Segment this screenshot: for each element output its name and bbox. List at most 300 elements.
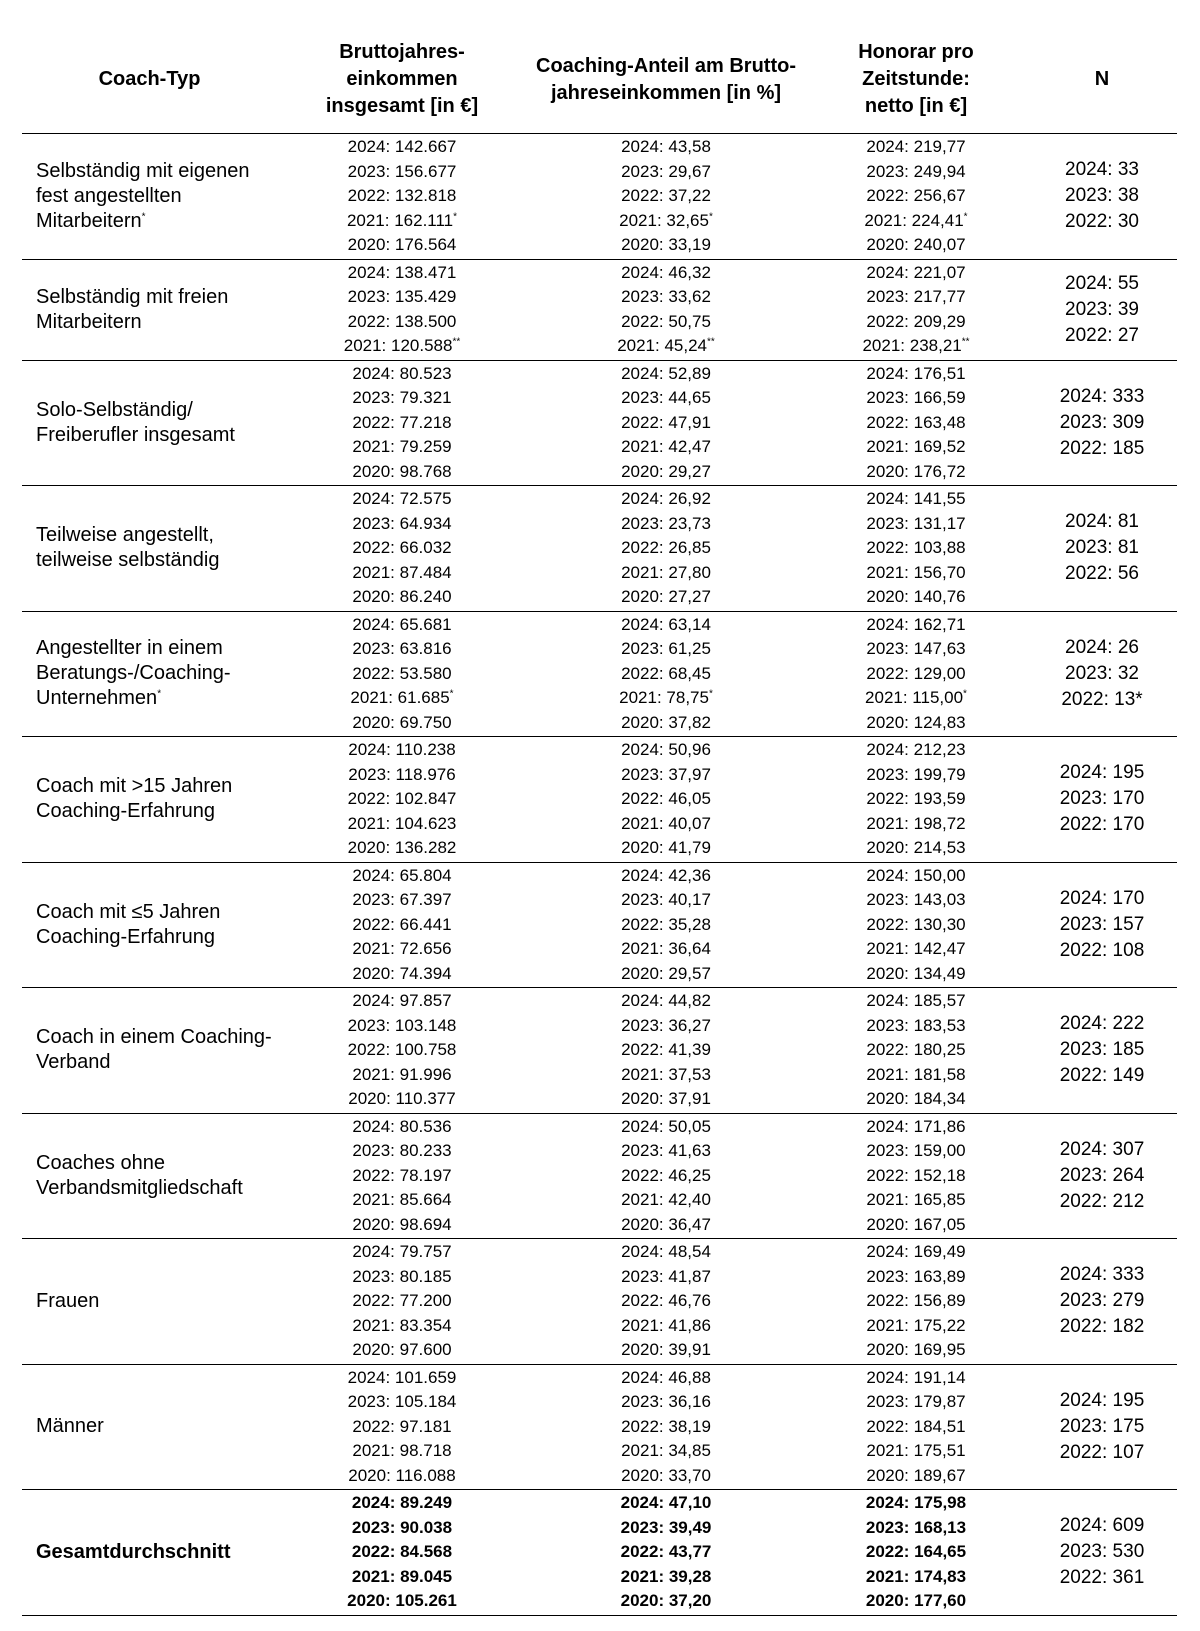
value-line: 2023: 39,49 bbox=[620, 1517, 712, 1537]
n-value: 2023: 39 bbox=[1065, 298, 1139, 320]
value-line: 2022: 180,25 bbox=[866, 1040, 966, 1059]
value-line: 2023: 63.816 bbox=[352, 639, 452, 658]
value-line: 2020: 33,19 bbox=[621, 235, 711, 254]
coach-income-table bbox=[22, 26, 1177, 1616]
coaching-share-cell bbox=[527, 1490, 805, 1616]
header-gross-income: Bruttojahres- einkommen insgesamt [in €] bbox=[277, 26, 527, 134]
value-line: 2024: 142.667 bbox=[347, 137, 457, 156]
n-cell bbox=[1027, 360, 1177, 486]
coach-type-line: Freiberufler insgesamt bbox=[36, 423, 235, 446]
value-line: 2022: 46,76 bbox=[621, 1291, 711, 1310]
value-line: 2020: 169,95 bbox=[866, 1340, 966, 1359]
footnote-marker: * bbox=[963, 688, 967, 700]
value-line: 2020: 86.240 bbox=[352, 587, 452, 606]
value-line: 2022: 26,85 bbox=[621, 538, 711, 557]
coach-type-line: Beratungs-/Coaching- bbox=[36, 662, 231, 685]
value-line: 2021: 181,58 bbox=[866, 1064, 966, 1084]
header-row bbox=[22, 26, 1177, 134]
n-value: 2023: 309 bbox=[1059, 411, 1145, 433]
value-line: 2024: 26,92 bbox=[621, 489, 711, 508]
value-line: 2023: 90.038 bbox=[351, 1517, 453, 1537]
coaching-share-cell bbox=[527, 1239, 805, 1365]
table-row bbox=[22, 1239, 1177, 1365]
coach-type-cell bbox=[22, 1490, 277, 1616]
value-line: 2020: 140,76 bbox=[866, 587, 966, 606]
n-value: 2022: 182 bbox=[1059, 1316, 1145, 1338]
value-line: 2022: 130,30 bbox=[866, 914, 966, 934]
n-value: 2024: 307 bbox=[1059, 1138, 1145, 1160]
value-line: 2022: 68,45 bbox=[621, 663, 711, 683]
n-cell bbox=[1027, 988, 1177, 1114]
table-header bbox=[22, 26, 1177, 134]
value-line: 2024: 46,32 bbox=[621, 262, 711, 282]
footnote-marker: * bbox=[708, 210, 713, 222]
value-line: 2022: 78.197 bbox=[352, 1165, 452, 1185]
value-line: 2023: 103.148 bbox=[347, 1015, 457, 1035]
coach-type-line: Coach in einem Coaching- bbox=[36, 1026, 272, 1049]
value-line: 2023: 41,87 bbox=[621, 1266, 711, 1286]
table-row bbox=[22, 360, 1177, 486]
value-line: 2021: 156,70 bbox=[866, 562, 966, 582]
gross-income-cell bbox=[277, 862, 527, 988]
n-cell bbox=[1027, 259, 1177, 360]
value-line: 2022: 66.441 bbox=[352, 914, 452, 934]
table-row bbox=[22, 486, 1177, 612]
n-value: 2024: 170 bbox=[1059, 887, 1145, 909]
value-line: 2021: 87.484 bbox=[352, 562, 452, 582]
coaching-share-cell bbox=[527, 486, 805, 612]
n-value: 2023: 264 bbox=[1059, 1164, 1145, 1186]
value-line: 2020: 105.261 bbox=[347, 1591, 457, 1610]
value-line: 2022: 129,00 bbox=[866, 663, 966, 683]
value-line: 2023: 179,87 bbox=[866, 1392, 966, 1411]
hourly-fee-cell bbox=[805, 486, 1027, 612]
value-line: 2021: 72.656 bbox=[352, 939, 452, 958]
value-line: 2024: 97.857 bbox=[352, 991, 452, 1010]
value-line: 2024: 72.575 bbox=[352, 489, 452, 508]
value-line: 2022: 37,22 bbox=[621, 186, 711, 205]
coach-type-cell bbox=[22, 862, 277, 988]
n-value: 2024: 55 bbox=[1065, 272, 1139, 294]
n-value: 2023: 279 bbox=[1059, 1290, 1145, 1312]
footnote-marker: ** bbox=[961, 336, 970, 348]
value-line: 2024: 50,96 bbox=[621, 740, 711, 759]
table-row bbox=[22, 1364, 1177, 1490]
header-hourly-fee: Honorar pro Zeitstunde: netto [in €] bbox=[805, 26, 1027, 134]
n-value: 2023: 185 bbox=[1059, 1039, 1145, 1061]
value-line: 2020: 136.282 bbox=[347, 838, 457, 857]
n-value: 2024: 333 bbox=[1059, 385, 1145, 407]
value-line: 2020: 116.088 bbox=[348, 1465, 456, 1485]
coach-type-cell bbox=[22, 259, 277, 360]
value-line: 2023: 105.184 bbox=[347, 1392, 457, 1411]
value-line: 2020: 177,60 bbox=[865, 1591, 967, 1610]
value-line: 2021: 27,80 bbox=[621, 562, 711, 582]
value-line: 2024: 63,14 bbox=[621, 614, 711, 634]
value-line: 2021: 42,40 bbox=[621, 1190, 711, 1209]
value-line: 2023: 135.429 bbox=[347, 287, 457, 306]
footnote-marker: * bbox=[708, 688, 713, 700]
value-line: 2022: 138.500 bbox=[347, 311, 457, 331]
n-value: 2022: 107 bbox=[1059, 1441, 1145, 1463]
n-cell bbox=[1027, 611, 1177, 737]
value-line: 2022: 209,29 bbox=[866, 311, 966, 331]
value-line: 2023: 166,59 bbox=[866, 388, 966, 407]
value-line: 2023: 131,17 bbox=[866, 513, 966, 533]
value-line: 2023: 41,63 bbox=[621, 1141, 711, 1160]
value-line: 2024: 80.536 bbox=[352, 1116, 452, 1136]
coaching-share-cell bbox=[527, 737, 805, 863]
n-value: 2023: 170 bbox=[1059, 788, 1145, 810]
value-line: 2023: 79.321 bbox=[352, 388, 452, 407]
value-line: 2020: 240,07 bbox=[866, 235, 966, 254]
value-line: 2023: 163,89 bbox=[866, 1266, 966, 1286]
n-value: 2022: 212 bbox=[1059, 1190, 1145, 1212]
gross-income-cell bbox=[277, 134, 527, 260]
n-value: 2022: 27 bbox=[1065, 324, 1139, 346]
value-line: 2022: 46,05 bbox=[621, 789, 711, 808]
value-line: 2022: 152,18 bbox=[866, 1165, 966, 1185]
table-row bbox=[22, 611, 1177, 737]
value-line: 2023: 183,53 bbox=[866, 1015, 966, 1035]
table-row bbox=[22, 1490, 1177, 1616]
value-line: 2020: 167,05 bbox=[866, 1214, 966, 1234]
n-cell bbox=[1027, 1239, 1177, 1365]
hourly-fee-cell bbox=[805, 737, 1027, 863]
coach-type-line: Teilweise angestellt, bbox=[36, 524, 214, 547]
value-line: 2024: 50,05 bbox=[621, 1116, 711, 1136]
n-value: 2022: 108 bbox=[1059, 939, 1145, 961]
value-line: 2021: 104.623 bbox=[347, 813, 457, 833]
value-line: 2022: 35,28 bbox=[621, 914, 711, 934]
coaching-share-cell bbox=[527, 360, 805, 486]
value-line: 2024: 185,57 bbox=[866, 991, 966, 1010]
value-line: 2024: 48,54 bbox=[621, 1242, 711, 1261]
value-line: 2022: 84.568 bbox=[351, 1542, 453, 1561]
header-n: N bbox=[1027, 26, 1177, 134]
value-line: 2020: 37,82 bbox=[621, 712, 711, 732]
value-line: 2024: 221,07 bbox=[866, 262, 966, 282]
header-coach-type: Coach-Typ bbox=[22, 26, 277, 134]
value-line: 2022: 163,48 bbox=[866, 412, 966, 432]
value-line: 2024: 47,10 bbox=[620, 1493, 712, 1512]
value-line: 2023: 118.976 bbox=[348, 764, 456, 784]
value-line: 2022: 103,88 bbox=[866, 538, 966, 557]
footnote-marker: * bbox=[449, 688, 454, 700]
hourly-fee-cell bbox=[805, 1239, 1027, 1365]
value-line: 2024: 169,49 bbox=[866, 1242, 966, 1261]
value-line: 2024: 65.804 bbox=[352, 865, 452, 885]
value-line: 2023: 33,62 bbox=[621, 287, 711, 306]
hourly-fee-cell bbox=[805, 611, 1027, 737]
coach-type-cell bbox=[22, 1113, 277, 1239]
value-line: 2021: 39,28 bbox=[620, 1566, 712, 1586]
gross-income-cell bbox=[277, 259, 527, 360]
value-line: 2020: 214,53 bbox=[866, 838, 966, 857]
value-line: 2022: 47,91 bbox=[621, 412, 711, 432]
value-line: 2020: 176.564 bbox=[347, 235, 457, 254]
value-line: 2022: 77.218 bbox=[352, 412, 452, 432]
n-value: 2024: 81 bbox=[1065, 511, 1139, 533]
value-line: 2023: 44,65 bbox=[621, 388, 711, 407]
value-line: 2021: 37,53 bbox=[621, 1064, 711, 1084]
coach-type-line: Selbständig mit eigenen bbox=[36, 159, 250, 182]
n-value: 2022: 56 bbox=[1065, 563, 1139, 585]
value-line: 2020: 29,27 bbox=[621, 461, 711, 481]
hourly-fee-cell bbox=[805, 862, 1027, 988]
hourly-fee-cell bbox=[805, 360, 1027, 486]
gross-income-cell bbox=[277, 1239, 527, 1365]
value-line: 2023: 67.397 bbox=[352, 890, 452, 909]
coach-type-line: Angestellter in einem bbox=[36, 637, 223, 660]
footnote-marker: * bbox=[141, 211, 146, 223]
value-line: 2022: 53.580 bbox=[352, 663, 452, 683]
value-line: 2024: 138.471 bbox=[347, 262, 457, 282]
coach-type-cell bbox=[22, 988, 277, 1114]
value-line: 2023: 37,97 bbox=[621, 764, 711, 784]
hourly-fee-cell bbox=[805, 1364, 1027, 1490]
coach-type-line: Coach mit ≤5 Jahren bbox=[36, 900, 221, 923]
value-line: 2024: 175,98 bbox=[865, 1493, 967, 1512]
n-value: 2022: 30 bbox=[1065, 211, 1139, 233]
value-line: 2021: 40,07 bbox=[621, 813, 711, 833]
n-value: 2023: 157 bbox=[1059, 913, 1145, 935]
gross-income-cell bbox=[277, 988, 527, 1114]
value-line: 2022: 77.200 bbox=[352, 1291, 452, 1310]
value-line: 2023: 249,94 bbox=[866, 161, 966, 181]
value-line: 2023: 23,73 bbox=[621, 513, 711, 533]
coach-type-cell bbox=[22, 1239, 277, 1365]
coach-type-line: Coach mit >15 Jahren bbox=[36, 775, 233, 798]
value-line: 2021: 91.996 bbox=[352, 1064, 452, 1084]
value-line: 2022: 164,65 bbox=[865, 1542, 967, 1561]
coach-type-line: Verband bbox=[36, 1051, 111, 1074]
n-value: 2023: 530 bbox=[1059, 1541, 1145, 1563]
value-line: 2020: 176,72 bbox=[866, 461, 966, 481]
value-line: 2021: 42,47 bbox=[621, 437, 711, 456]
value-line: 2023: 64.934 bbox=[352, 513, 452, 533]
footnote-marker: ** bbox=[707, 336, 715, 348]
n-cell bbox=[1027, 737, 1177, 863]
gross-income-cell bbox=[277, 1490, 527, 1616]
value-line: 2020: 134,49 bbox=[866, 963, 966, 983]
value-line: 2023: 80.233 bbox=[352, 1141, 452, 1160]
table-row bbox=[22, 134, 1177, 260]
coach-type-cell bbox=[22, 1364, 277, 1490]
value-line: 2022: 38,19 bbox=[621, 1416, 711, 1436]
value-line: 2021: 198,72 bbox=[866, 813, 966, 833]
value-line: 2023: 143,03 bbox=[866, 890, 966, 909]
value-line: 2023: 36,27 bbox=[621, 1015, 711, 1035]
coach-type-line: Mitarbeitern bbox=[36, 310, 142, 333]
value-line: 2023: 61,25 bbox=[621, 639, 711, 658]
value-line: 2020: 27,27 bbox=[621, 587, 711, 606]
value-line: 2021: 175,22 bbox=[866, 1315, 966, 1335]
value-line: 2020: 39,91 bbox=[621, 1340, 711, 1359]
coach-type-cell bbox=[22, 737, 277, 863]
value-line: 2024: 65.681 bbox=[352, 614, 452, 634]
value-line: 2021: 224,41* bbox=[864, 210, 968, 230]
coach-type-cell bbox=[22, 360, 277, 486]
hourly-fee-cell bbox=[805, 134, 1027, 260]
value-line: 2020: 69.750 bbox=[352, 712, 452, 732]
value-line: 2021: 174,83 bbox=[865, 1566, 967, 1586]
gross-income-cell bbox=[277, 360, 527, 486]
value-line: 2021: 79.259 bbox=[352, 437, 452, 456]
n-cell bbox=[1027, 1113, 1177, 1239]
coach-type-line: Solo-Selbständig/ bbox=[36, 398, 193, 421]
n-cell bbox=[1027, 1364, 1177, 1490]
table-row bbox=[22, 1113, 1177, 1239]
value-line: 2024: 141,55 bbox=[866, 489, 966, 508]
value-line: 2020: 74.394 bbox=[352, 963, 452, 983]
value-line: 2024: 52,89 bbox=[621, 363, 711, 383]
value-line: 2021: 45,24** bbox=[617, 336, 715, 355]
gross-income-cell bbox=[277, 737, 527, 863]
value-line: 2024: 79.757 bbox=[352, 1242, 452, 1261]
value-line: 2022: 100.758 bbox=[347, 1040, 457, 1059]
value-line: 2022: 193,59 bbox=[866, 789, 966, 808]
value-line: 2022: 184,51 bbox=[866, 1416, 966, 1436]
value-line: 2020: 41,79 bbox=[621, 838, 711, 857]
value-line: 2020: 37,91 bbox=[621, 1089, 711, 1108]
value-line: 2024: 150,00 bbox=[866, 865, 966, 885]
value-line: 2023: 147,63 bbox=[866, 639, 966, 658]
value-line: 2021: 98.718 bbox=[352, 1441, 452, 1460]
value-line: 2021: 169,52 bbox=[866, 437, 966, 456]
value-line: 2020: 98.694 bbox=[352, 1214, 452, 1234]
coaching-share-cell bbox=[527, 988, 805, 1114]
n-value: 2024: 195 bbox=[1059, 762, 1145, 784]
footnote-marker: * bbox=[453, 210, 458, 222]
table-row bbox=[22, 737, 1177, 863]
value-line: 2024: 46,88 bbox=[621, 1367, 711, 1387]
value-line: 2021: 115,00* bbox=[865, 688, 967, 707]
coach-type-cell bbox=[22, 486, 277, 612]
value-line: 2023: 168,13 bbox=[865, 1517, 967, 1537]
value-line: 2020: 189,67 bbox=[866, 1465, 966, 1485]
value-line: 2024: 101.659 bbox=[347, 1367, 457, 1387]
coach-type-line: Unternehmen* bbox=[36, 687, 162, 710]
value-line: 2022: 102.847 bbox=[347, 789, 457, 808]
hourly-fee-cell bbox=[805, 988, 1027, 1114]
value-line: 2020: 37,20 bbox=[620, 1591, 712, 1610]
coaching-share-cell bbox=[527, 862, 805, 988]
coach-type-line: Coaching-Erfahrung bbox=[36, 800, 215, 823]
table-row bbox=[22, 259, 1177, 360]
n-value: 2024: 222 bbox=[1059, 1013, 1145, 1035]
gross-income-cell bbox=[277, 486, 527, 612]
value-line: 2024: 42,36 bbox=[621, 865, 711, 885]
n-cell bbox=[1027, 486, 1177, 612]
n-cell bbox=[1027, 134, 1177, 260]
value-line: 2020: 98.768 bbox=[352, 461, 452, 481]
coach-type-line: Gesamtdurchschnitt bbox=[36, 1540, 231, 1563]
value-line: 2023: 156.677 bbox=[347, 161, 457, 181]
value-line: 2021: 238,21** bbox=[862, 336, 970, 355]
value-line: 2024: 80.523 bbox=[352, 363, 452, 383]
value-line: 2023: 217,77 bbox=[866, 287, 966, 306]
coach-type-line: Selbständig mit freien bbox=[36, 285, 229, 308]
table-row bbox=[22, 988, 1177, 1114]
value-line: 2020: 36,47 bbox=[621, 1214, 711, 1234]
coach-type-line: Verbandsmitgliedschaft bbox=[36, 1176, 243, 1199]
value-line: 2024: 43,58 bbox=[621, 137, 711, 156]
coach-type-line: Coaches ohne bbox=[36, 1151, 165, 1174]
value-line: 2024: 44,82 bbox=[621, 991, 711, 1010]
coaching-share-cell bbox=[527, 1364, 805, 1490]
value-line: 2024: 89.249 bbox=[351, 1493, 453, 1512]
value-line: 2020: 29,57 bbox=[621, 963, 711, 983]
table-row bbox=[22, 862, 1177, 988]
value-line: 2024: 212,23 bbox=[866, 740, 966, 759]
value-line: 2023: 159,00 bbox=[866, 1141, 966, 1160]
value-line: 2021: 41,86 bbox=[621, 1315, 711, 1335]
n-value: 2022: 361 bbox=[1059, 1567, 1145, 1589]
n-value: 2023: 32 bbox=[1065, 662, 1139, 684]
value-line: 2020: 124,83 bbox=[866, 712, 966, 732]
n-value: 2024: 333 bbox=[1059, 1264, 1145, 1286]
footnote-marker: * bbox=[157, 688, 162, 700]
n-value: 2022: 13* bbox=[1061, 688, 1143, 710]
value-line: 2021: 85.664 bbox=[352, 1190, 452, 1209]
value-line: 2024: 219,77 bbox=[866, 137, 966, 156]
value-line: 2022: 256,67 bbox=[866, 186, 966, 205]
value-line: 2021: 165,85 bbox=[866, 1190, 966, 1209]
value-line: 2024: 162,71 bbox=[866, 614, 966, 634]
value-line: 2021: 175,51 bbox=[866, 1441, 966, 1460]
value-line: 2021: 61.685* bbox=[350, 688, 454, 707]
hourly-fee-cell bbox=[805, 1113, 1027, 1239]
coaching-share-cell bbox=[527, 1113, 805, 1239]
coaching-share-cell bbox=[527, 259, 805, 360]
n-cell bbox=[1027, 1490, 1177, 1616]
value-line: 2022: 132.818 bbox=[347, 186, 457, 205]
value-line: 2022: 41,39 bbox=[621, 1040, 711, 1059]
value-line: 2024: 110.238 bbox=[348, 740, 456, 759]
value-line: 2021: 78,75* bbox=[619, 688, 713, 707]
n-value: 2023: 38 bbox=[1065, 185, 1139, 207]
n-value: 2023: 175 bbox=[1059, 1415, 1145, 1437]
gross-income-cell bbox=[277, 1364, 527, 1490]
n-value: 2024: 26 bbox=[1065, 636, 1139, 658]
value-line: 2020: 110.377 bbox=[348, 1089, 456, 1108]
header-coaching-share: Coaching-Anteil am Brutto- jahreseinkommen [in %] bbox=[527, 26, 805, 134]
coach-type-line: Frauen bbox=[36, 1289, 100, 1312]
coach-type-line: Coaching-Erfahrung bbox=[36, 925, 215, 948]
n-cell bbox=[1027, 862, 1177, 988]
footnote-marker: ** bbox=[452, 336, 461, 348]
value-line: 2022: 97.181 bbox=[352, 1416, 452, 1436]
value-line: 2020: 184,34 bbox=[866, 1089, 966, 1108]
value-line: 2021: 83.354 bbox=[352, 1315, 452, 1335]
n-value: 2024: 609 bbox=[1059, 1515, 1145, 1537]
n-value: 2022: 170 bbox=[1059, 814, 1145, 836]
value-line: 2020: 97.600 bbox=[352, 1340, 452, 1359]
value-line: 2023: 40,17 bbox=[621, 890, 711, 909]
value-line: 2021: 32,65* bbox=[619, 210, 713, 230]
value-line: 2022: 46,25 bbox=[621, 1165, 711, 1185]
table-body bbox=[22, 134, 1177, 1616]
hourly-fee-cell bbox=[805, 259, 1027, 360]
value-line: 2020: 33,70 bbox=[621, 1465, 711, 1485]
value-line: 2021: 34,85 bbox=[621, 1441, 711, 1460]
coach-type-cell bbox=[22, 611, 277, 737]
value-line: 2024: 171,86 bbox=[866, 1116, 966, 1136]
coach-type-cell bbox=[22, 134, 277, 260]
coach-income-table-wrapper bbox=[22, 26, 1177, 1616]
value-line: 2023: 29,67 bbox=[621, 161, 711, 181]
